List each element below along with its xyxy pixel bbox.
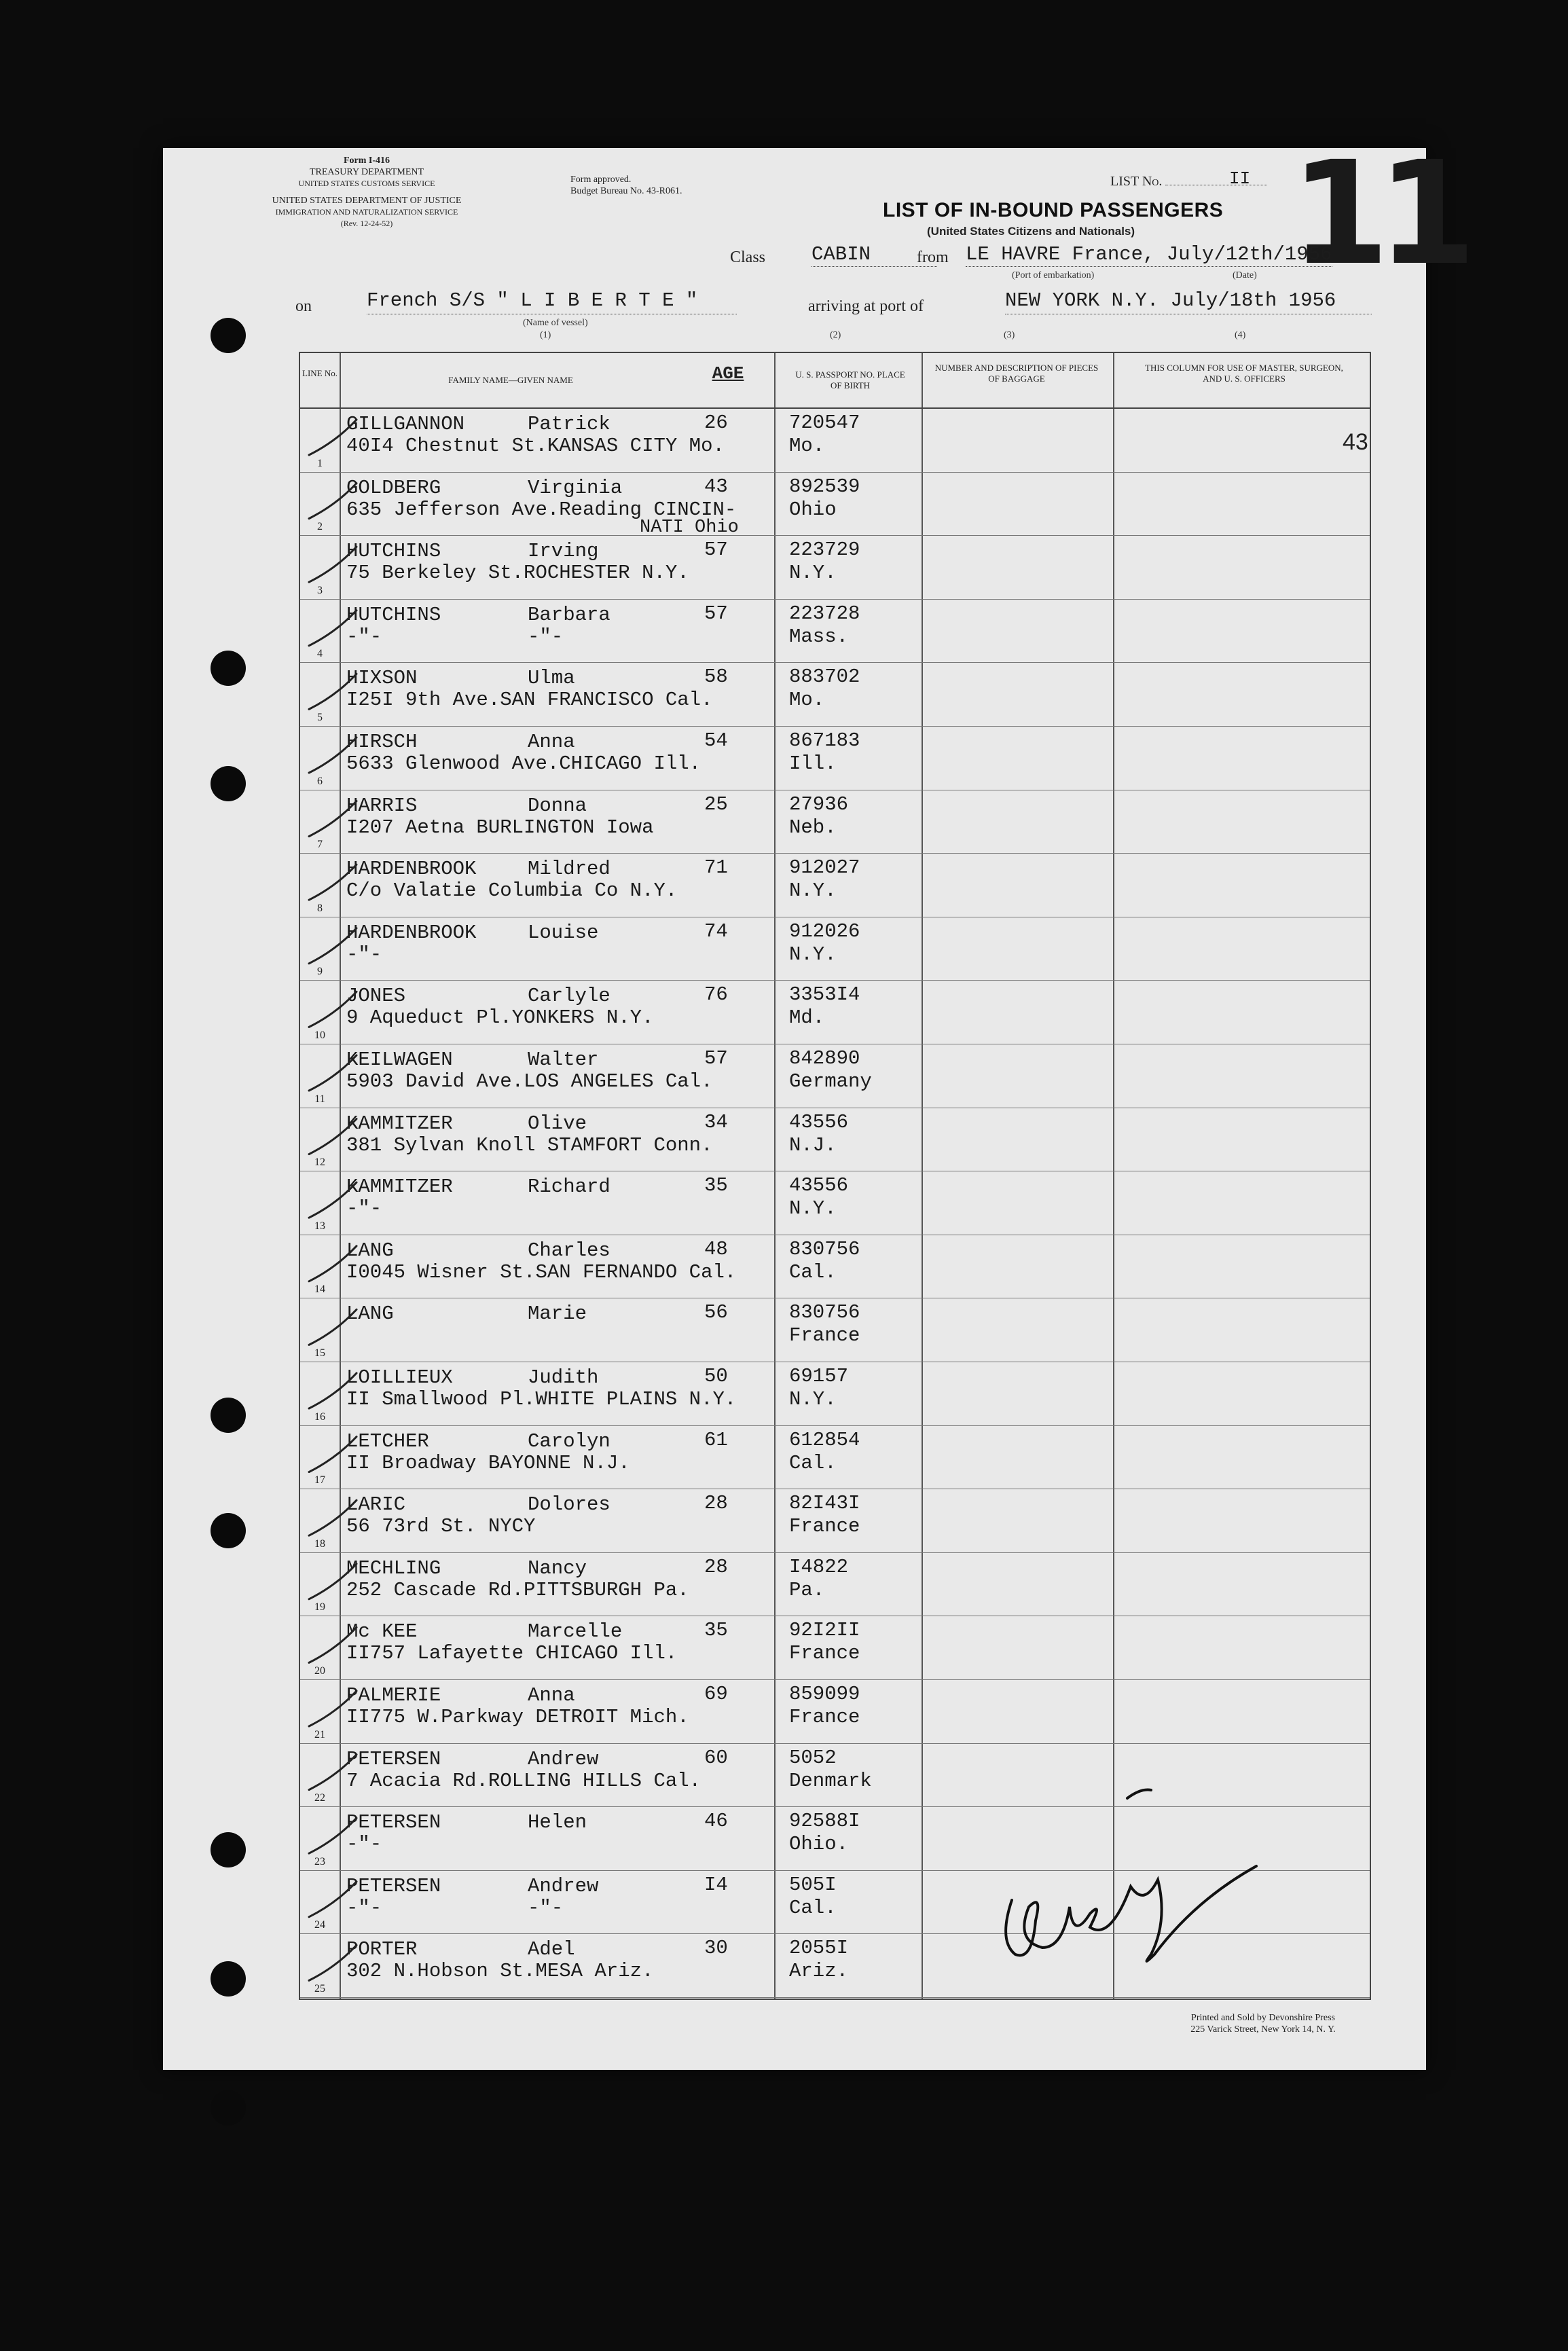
passport-number: 92I2II — [789, 1619, 860, 1642]
line-number: 12 — [314, 1156, 325, 1169]
family-name: PORTER — [346, 1938, 418, 1961]
passport-number: 912026 — [789, 919, 860, 943]
family-name: PETERSEN — [346, 1874, 441, 1897]
from-label: from — [917, 249, 949, 266]
dept-treasury: TREASURY DEPARTMENT — [309, 167, 424, 177]
col-header-passport: U. S. PASSPORT NO. PLACE OF BIRTH — [795, 369, 905, 390]
line-number: 18 — [314, 1537, 325, 1550]
check-mark — [309, 1627, 357, 1662]
address-line: 5633 Glenwood Ave.CHICAGO Ill. — [346, 752, 701, 775]
footer-line-2: 225 Varick Street, New York 14, N. Y. — [1190, 2024, 1336, 2035]
col-num-4: (4) — [1235, 330, 1246, 340]
given-name: Donna — [528, 794, 587, 817]
given-name: Richard — [528, 1176, 610, 1199]
manifest-page — [163, 130, 1465, 2070]
place-of-birth: Mo. — [789, 435, 825, 457]
age-value: 35 — [704, 1619, 728, 1642]
given-name: Marie — [528, 1302, 587, 1326]
class-label: Class — [730, 249, 766, 266]
age-value: 46 — [704, 1810, 728, 1833]
address-line: -"- — [346, 625, 382, 648]
line-number: 23 — [314, 1855, 325, 1867]
address-line: -"- — [346, 943, 382, 966]
check-mark — [309, 991, 357, 1027]
line-number: 16 — [314, 1410, 325, 1423]
age-value: 57 — [704, 602, 728, 625]
check-mark — [309, 1691, 357, 1726]
given-name: Nancy — [528, 1556, 587, 1580]
place-of-birth: N.Y. — [789, 562, 837, 585]
passport-number: 5052 — [789, 1746, 837, 1769]
col-header-age: AGE — [712, 363, 744, 384]
age-value: 28 — [704, 1555, 728, 1578]
dept-justice: UNITED STATES DEPARTMENT OF JUSTICE — [272, 196, 462, 206]
passport-number: 720547 — [789, 412, 860, 434]
address-line: I25I 9th Ave.SAN FRANCISCO Cal. — [346, 689, 713, 712]
given-name: Mildred — [528, 858, 610, 881]
footer-line-1: Printed and Sold by Devonshire Press — [1191, 2013, 1335, 2023]
line-number: 7 — [317, 839, 323, 851]
line-number: 3 — [317, 584, 323, 596]
col-header-baggage: NUMBER AND DESCRIPTION OF PIECES OF BAGGAGE — [934, 363, 1099, 384]
check-mark — [309, 1182, 357, 1218]
age-value: 43 — [704, 475, 728, 498]
place-of-birth: Cal. — [789, 1260, 837, 1283]
date-caption: (Date) — [1233, 270, 1257, 280]
address-line: 7 Acacia Rd.ROLLING HILLS Cal. — [346, 1769, 701, 1792]
manifest-subtitle: (United States Citizens and Nationals) — [927, 225, 1135, 238]
address-line-2: NATI Ohio — [640, 517, 739, 538]
passport-number: 2055I — [789, 1937, 849, 1960]
family-name: KAMMITZER — [346, 1112, 453, 1135]
given-name: Patrick — [528, 413, 610, 435]
age-value: 35 — [704, 1174, 728, 1197]
line-number: 1 — [317, 457, 323, 469]
family-name: Mc KEE — [346, 1620, 418, 1643]
place-of-birth: Cal. — [789, 1451, 837, 1474]
age-value: 69 — [704, 1683, 728, 1705]
check-mark — [309, 1055, 357, 1091]
passport-number: 830756 — [789, 1237, 860, 1260]
punch-hole — [211, 2090, 246, 2126]
passport-number: 69157 — [789, 1365, 849, 1387]
passport-number: 223728 — [789, 602, 860, 625]
address-line: -"- — [346, 1896, 382, 1919]
address-line: II Broadway BAYONNE N.J. — [346, 1451, 630, 1474]
given-name: Olive — [528, 1112, 587, 1135]
line-number: 15 — [314, 1347, 325, 1359]
address-line: -"- — [346, 1833, 382, 1856]
family-name: HARDENBROOK — [346, 921, 477, 944]
given-name: Ulma — [528, 667, 575, 690]
age-value: 74 — [704, 919, 728, 943]
check-marks — [163, 148, 1426, 2070]
col-num-2: (2) — [830, 330, 841, 340]
family-name: HUTCHINS — [346, 540, 441, 563]
place-of-birth: Ill. — [789, 752, 837, 775]
address-line: 9 Aqueduct Pl.YONKERS N.Y. — [346, 1006, 654, 1029]
passport-number: 92588I — [789, 1810, 860, 1833]
place-of-birth: N.Y. — [789, 879, 837, 903]
age-value: 60 — [704, 1746, 728, 1769]
line-number: 6 — [317, 775, 323, 787]
check-mark — [309, 674, 357, 709]
age-value: 56 — [704, 1301, 728, 1324]
family-name: HIXSON — [346, 667, 418, 690]
address-line: 635 Jefferson Ave.Reading CINCIN- — [346, 498, 737, 521]
given-name: Carolyn — [528, 1429, 610, 1453]
place-of-birth: France — [789, 1515, 860, 1538]
line-number: 9 — [317, 966, 323, 978]
age-value: 26 — [704, 412, 728, 434]
given-name: Walter — [528, 1049, 599, 1071]
line-number: 4 — [317, 648, 323, 660]
passport-number: 892539 — [789, 475, 860, 498]
place-of-birth: N.J. — [789, 1133, 837, 1156]
check-mark — [309, 1818, 357, 1853]
arriving-label: arriving at port of — [808, 297, 924, 315]
family-name: GOLDBERG — [346, 476, 441, 499]
age-value: 57 — [704, 1047, 728, 1070]
address-line: C/o Valatie Columbia Co N.Y. — [346, 879, 678, 903]
age-value: 54 — [704, 729, 728, 752]
passport-number: 43556 — [789, 1110, 849, 1133]
given-name: Dolores — [528, 1493, 610, 1516]
given-name: Marcelle — [528, 1620, 623, 1643]
from-value: LE HAVRE France, July/12th/1956 — [966, 243, 1332, 266]
line-number: 20 — [314, 1664, 325, 1677]
passport-number: 867183 — [789, 729, 860, 752]
age-value: 71 — [704, 856, 728, 879]
check-mark — [309, 1945, 357, 1980]
address-line: -"- — [346, 1197, 382, 1220]
age-value: 57 — [704, 539, 728, 562]
officer-note-text: 43 — [1343, 429, 1368, 455]
place-of-birth: Neb. — [789, 816, 837, 839]
given-name: Irving — [528, 540, 599, 563]
approval-line-2: Budget Bureau No. 43-R061. — [570, 186, 682, 196]
passport-number: 842890 — [789, 1047, 860, 1070]
line-number: 19 — [314, 1601, 325, 1614]
line-number: 8 — [317, 902, 323, 914]
approval-line-1: Form approved. — [570, 175, 632, 185]
address-line: 56 73rd St. NYCY — [346, 1515, 536, 1538]
place-of-birth: France — [789, 1642, 860, 1665]
list-number-value: II — [1229, 168, 1251, 189]
printer-footer — [1120, 2012, 1406, 2035]
passport-number: 43556 — [789, 1174, 849, 1197]
place-of-birth: N.Y. — [789, 943, 837, 966]
given-name: Helen — [528, 1811, 587, 1834]
place-of-birth: Cal. — [789, 1896, 837, 1919]
age-value: 30 — [704, 1937, 728, 1960]
check-mark — [309, 610, 357, 646]
family-name: PETERSEN — [346, 1747, 441, 1770]
address-line: I207 Aetna BURLINGTON Iowa — [346, 816, 654, 839]
form-revision: (Rev. 12-24-52) — [340, 219, 393, 228]
given-name: Judith — [528, 1366, 599, 1389]
family-name: JONES — [346, 985, 406, 1008]
address-line: 302 N.Hobson St.MESA Ariz. — [346, 1960, 654, 1983]
place-of-birth: N.Y. — [789, 1388, 837, 1410]
family-name: KAMMITZER — [346, 1176, 453, 1199]
check-mark — [309, 420, 357, 455]
col-num-3: (3) — [1004, 330, 1015, 340]
place-of-birth: Mass. — [789, 625, 849, 648]
place-of-birth: France — [789, 1706, 860, 1728]
address-line: II757 Lafayette CHICAGO Ill. — [346, 1642, 678, 1665]
check-mark — [309, 737, 357, 773]
address-line: 75 Berkeley St.ROCHESTER N.Y. — [346, 562, 689, 585]
given-name: Charles — [528, 1239, 610, 1262]
line-number: 17 — [314, 1474, 325, 1487]
check-mark — [309, 928, 357, 964]
place-of-birth: Germany — [789, 1070, 872, 1093]
family-name: HARDENBROOK — [346, 858, 477, 881]
place-of-birth: N.Y. — [789, 1197, 837, 1220]
check-mark — [309, 1564, 357, 1599]
check-mark — [309, 1246, 357, 1281]
age-value: 48 — [704, 1237, 728, 1260]
passport-number: 505I — [789, 1873, 837, 1896]
given-name: Barbara — [528, 603, 610, 626]
given-name: Louise — [528, 921, 599, 944]
arriving-value: NEW YORK N.Y. July/18th 1956 — [1005, 289, 1336, 312]
dept-immigration: IMMIGRATION AND NATURALIZATION SERVICE — [275, 207, 458, 217]
family-name: LANG — [346, 1302, 394, 1326]
age-value: 58 — [704, 666, 728, 689]
line-number: 24 — [314, 1919, 325, 1931]
col-header-line: LINE No. — [302, 368, 338, 378]
given-name: Andrew — [528, 1874, 599, 1897]
age-value: 34 — [704, 1110, 728, 1133]
place-of-birth: Denmark — [789, 1769, 872, 1792]
address-line: 252 Cascade Rd.PITTSBURGH Pa. — [346, 1578, 689, 1601]
given-ditto: -"- — [528, 625, 564, 648]
address-line: 381 Sylvan Knoll STAMFORT Conn. — [346, 1133, 713, 1156]
address-line: I0045 Wisner St.SAN FERNANDO Cal. — [346, 1260, 737, 1283]
list-stamp: 11 — [1290, 130, 1465, 297]
given-name: Anna — [528, 1684, 575, 1707]
vessel-value: French S/S " L I B E R T E " — [367, 289, 698, 312]
passport-number: 612854 — [789, 1428, 860, 1451]
line-number: 2 — [317, 521, 323, 533]
col-header-name: FAMILY NAME—GIVEN NAME — [448, 375, 573, 385]
check-mark — [309, 864, 357, 900]
family-name: HARRIS — [346, 794, 418, 817]
age-value: 28 — [704, 1492, 728, 1515]
place-of-birth: Md. — [789, 1006, 825, 1029]
check-mark — [309, 1755, 357, 1790]
address-line: II775 W.Parkway DETROIT Mich. — [346, 1706, 689, 1728]
officer-signature — [1006, 1790, 1256, 1962]
family-name: LETCHER — [346, 1429, 429, 1453]
given-name: Anna — [528, 731, 575, 753]
form-number: Form I-416 — [343, 156, 390, 166]
line-number: 22 — [314, 1792, 325, 1804]
check-mark — [309, 1437, 357, 1472]
address-line: 5903 David Ave.LOS ANGELES Cal. — [346, 1070, 713, 1093]
col-header-officers: THIS COLUMN FOR USE OF MASTER, SURGEON, AND U. S. OFFICERS — [1145, 363, 1343, 384]
age-value: 61 — [704, 1428, 728, 1451]
place-of-birth: Ohio. — [789, 1833, 849, 1856]
passport-number: 3353I4 — [789, 983, 860, 1006]
place-of-birth: Mo. — [789, 689, 825, 712]
family-name: HUTCHINS — [346, 603, 441, 626]
line-number: 14 — [314, 1283, 325, 1296]
passport-number: 27936 — [789, 792, 849, 816]
place-of-birth: Ariz. — [789, 1960, 849, 1983]
check-mark — [309, 1500, 357, 1535]
family-name: HIRSCH — [346, 731, 418, 753]
age-value: 25 — [704, 792, 728, 816]
line-number: 10 — [314, 1029, 325, 1041]
passport-number: 82I43I — [789, 1492, 860, 1515]
class-value: CABIN — [812, 243, 871, 266]
passport-number: 223729 — [789, 539, 860, 562]
check-mark — [309, 1309, 357, 1345]
passport-number: 883702 — [789, 666, 860, 689]
family-name: LOILLIEUX — [346, 1366, 453, 1389]
dept-customs: UNITED STATES CUSTOMS SERVICE — [298, 179, 435, 188]
passport-number: 912027 — [789, 856, 860, 879]
place-of-birth: Pa. — [789, 1578, 825, 1601]
check-mark — [309, 1882, 357, 1917]
family-name: PALMERIE — [346, 1684, 441, 1707]
family-name: KEILWAGEN — [346, 1049, 453, 1071]
line-number: 21 — [314, 1728, 325, 1741]
given-name: Carlyle — [528, 985, 610, 1008]
manifest-title: LIST OF IN-BOUND PASSENGERS — [883, 199, 1224, 221]
age-value: 76 — [704, 983, 728, 1006]
given-name: Adel — [528, 1938, 575, 1961]
given-name: Andrew — [528, 1747, 599, 1770]
age-value: 50 — [704, 1365, 728, 1387]
check-mark — [309, 1119, 357, 1154]
check-mark — [309, 547, 357, 582]
port-caption: (Port of embarkation) — [1012, 270, 1095, 280]
on-label: on — [295, 297, 312, 315]
line-number: 25 — [314, 1982, 325, 1994]
address-line: II Smallwood Pl.WHITE PLAINS N.Y. — [346, 1388, 737, 1410]
family-name: GILLGANNON — [346, 413, 465, 435]
given-ditto: -"- — [528, 1896, 564, 1919]
col-num-1: (1) — [540, 330, 551, 340]
line-number: 13 — [314, 1220, 325, 1232]
passport-number: 830756 — [789, 1301, 860, 1324]
vessel-caption: (Name of vessel) — [523, 318, 588, 328]
address-line: 40I4 Chestnut St.KANSAS CITY Mo. — [346, 435, 725, 457]
place-of-birth: France — [789, 1324, 860, 1347]
passport-number: I4822 — [789, 1555, 849, 1578]
check-mark — [309, 1373, 357, 1408]
family-name: PETERSEN — [346, 1811, 441, 1834]
age-value: I4 — [704, 1873, 728, 1896]
family-name: LANG — [346, 1239, 394, 1262]
check-mark — [309, 801, 357, 837]
place-of-birth: Ohio — [789, 498, 837, 521]
line-number: 11 — [314, 1093, 325, 1105]
given-name: Virginia — [528, 476, 623, 499]
line-number: 5 — [317, 711, 323, 723]
check-mark — [309, 484, 357, 519]
family-name: MECHLING — [346, 1556, 441, 1580]
list-number-label: LIST No. — [1110, 174, 1163, 189]
passport-number: 859099 — [789, 1683, 860, 1705]
family-name: LARIC — [346, 1493, 406, 1516]
